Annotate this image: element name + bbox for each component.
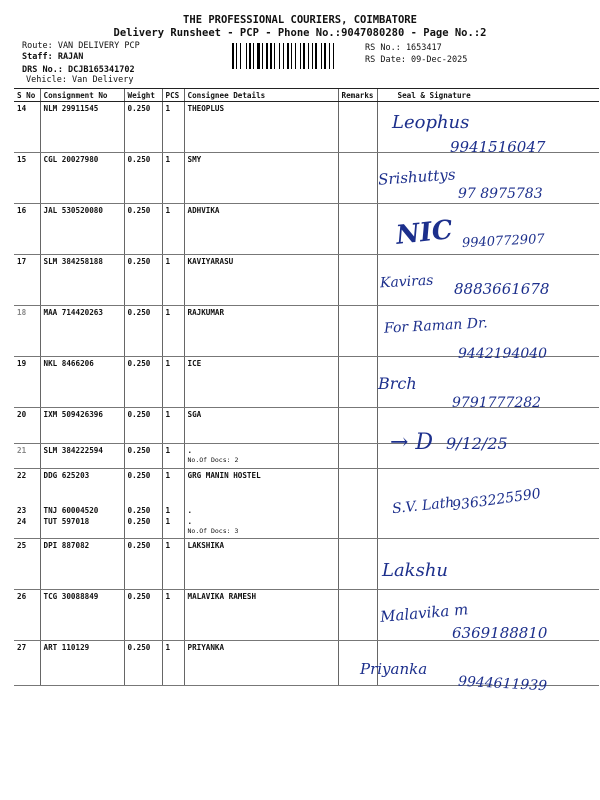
row-sno: 15	[14, 153, 40, 204]
row-consignment: TNJ 60004520	[40, 506, 124, 517]
row-remarks	[338, 255, 377, 306]
barcode-bar	[283, 43, 284, 69]
row-weight: 0.250	[124, 506, 162, 517]
table-row	[14, 517, 599, 539]
row-sno: 24	[14, 517, 40, 539]
barcode-bar	[270, 43, 272, 69]
row-consignment: SLM 384258188	[40, 255, 124, 306]
row-consignee: GRG MANIN HOSTEL	[184, 469, 338, 506]
row-sno: 21	[14, 444, 40, 469]
staff-label: Staff: RAJAN	[22, 52, 84, 62]
row-remarks	[338, 469, 377, 506]
row-signature-cell	[377, 517, 599, 539]
row-consignment: TCG 30088849	[40, 590, 124, 641]
barcode-bar	[303, 43, 305, 69]
signature-phone: 6369188810	[452, 624, 548, 642]
row-weight: 0.250	[124, 590, 162, 641]
barcode-bar	[262, 43, 263, 69]
signature-name: Malavika m	[379, 600, 469, 626]
row-pcs: 1	[162, 539, 184, 590]
row-pcs: 1	[162, 102, 184, 153]
row-consignment: JAL 530520080	[40, 204, 124, 255]
row-sno: 27	[14, 641, 40, 686]
barcode-bar	[291, 43, 292, 69]
signature-name: NIC	[394, 215, 455, 251]
signature-phone: 9442194040	[458, 346, 548, 362]
row-pcs: 1	[162, 506, 184, 517]
table-row	[14, 444, 599, 469]
row-consignee: SMY	[184, 153, 338, 204]
row-consignment: ART 110129	[40, 641, 124, 686]
col-signature: Seal & Signature	[377, 89, 599, 102]
row-remarks	[338, 590, 377, 641]
row-consignee: SGA	[184, 408, 338, 444]
barcode-bar	[300, 43, 301, 69]
row-pcs: 1	[162, 444, 184, 469]
row-consignment: DPI 887082	[40, 539, 124, 590]
signature-date: 9/12/25	[446, 434, 508, 453]
row-consignee: LAKSHIKA	[184, 539, 338, 590]
signature-name: Kaviras	[379, 272, 434, 292]
row-remarks	[338, 506, 377, 517]
row-consignment: CGL 20027980	[40, 153, 124, 204]
row-sno: 19	[14, 357, 40, 408]
barcode-bar	[257, 43, 260, 69]
signature-name: For Raman Dr.	[383, 315, 489, 337]
row-consignment: NKL 8466206	[40, 357, 124, 408]
barcode-bar	[287, 43, 289, 69]
signature-phone: 9944611939	[457, 673, 548, 695]
row-remarks	[338, 408, 377, 444]
barcode-bar	[232, 43, 234, 69]
row-weight: 0.250	[124, 641, 162, 686]
row-pcs: 1	[162, 408, 184, 444]
table-row	[14, 506, 599, 517]
vehicle-label: Vehicle: Van Delivery	[26, 75, 134, 85]
docs-count: No.Of Docs: 2	[187, 456, 239, 464]
row-remarks	[338, 306, 377, 357]
barcode-bar	[266, 43, 268, 69]
col-sno: S No	[14, 89, 40, 102]
signature-phone: 9941516047	[450, 138, 546, 156]
row-consignment: IXM 509426396	[40, 408, 124, 444]
drs-number: DRS No.: DCJB165341702	[22, 65, 135, 75]
row-remarks	[338, 153, 377, 204]
barcode	[232, 43, 360, 69]
row-weight: 0.250	[124, 408, 162, 444]
row-remarks	[338, 444, 377, 469]
runsheet-title: Delivery Runsheet - PCP - Phone No.:9047080280 - Page No.:2	[113, 27, 487, 39]
barcode-bar	[240, 43, 241, 69]
row-consignee: KAVIYARASU	[184, 255, 338, 306]
table-row	[14, 539, 599, 590]
row-sno: 25	[14, 539, 40, 590]
row-weight: 0.250	[124, 444, 162, 469]
row-weight: 0.250	[124, 255, 162, 306]
row-weight: 0.250	[124, 469, 162, 506]
route-label: Route: VAN DELIVERY PCP	[22, 41, 140, 51]
col-consignee: Consignee Details	[184, 89, 338, 102]
row-consignee: ADHVIKA	[184, 204, 338, 255]
barcode-bar	[324, 43, 326, 69]
table-header-row	[14, 89, 599, 102]
signature-name: S.V. Lath	[391, 494, 456, 518]
row-consignment: TUT 597018	[40, 517, 124, 539]
row-weight: 0.250	[124, 357, 162, 408]
row-remarks	[338, 102, 377, 153]
barcode-bar	[308, 43, 309, 69]
row-sno: 22	[17, 471, 27, 480]
row-pcs: 1	[162, 153, 184, 204]
signature-name: Leophus	[392, 112, 470, 133]
barcode-bar	[315, 43, 317, 69]
row-sno: 14	[14, 102, 40, 153]
signature-name: Srishuttys	[377, 165, 457, 189]
row-consignee	[184, 444, 338, 469]
company-title: THE PROFESSIONAL COURIERS, COIMBATORE	[183, 14, 417, 26]
col-remarks: Remarks	[338, 89, 377, 102]
barcode-bar	[246, 43, 247, 69]
row-remarks	[338, 204, 377, 255]
row-pcs: 1	[162, 641, 184, 686]
row-sno: 17	[14, 255, 40, 306]
row-pcs: 1	[162, 255, 184, 306]
row-weight: 0.250	[124, 153, 162, 204]
row-consignment: SLM 384222594	[40, 444, 124, 469]
row-consignment: MAA 714420263	[40, 306, 124, 357]
barcode-bar	[249, 43, 251, 69]
barcode-bar	[279, 43, 280, 69]
barcode-bar	[253, 43, 254, 69]
rs-number: RS No.: 1653417	[365, 43, 442, 53]
row-sno: 18	[14, 306, 40, 357]
row-remarks	[338, 357, 377, 408]
barcode-bar	[333, 43, 334, 69]
signature-phone: 9940772907	[461, 231, 546, 252]
row-consignee: .	[184, 506, 338, 517]
consignee-text: .	[187, 446, 193, 455]
row-remarks	[338, 539, 377, 590]
barcode-bar	[295, 43, 296, 69]
barcode-bar	[274, 43, 275, 69]
signature-phone: 97 8975783	[458, 186, 543, 202]
row-consignee: PRIYANKA	[184, 641, 338, 686]
row-consignment: NLM 29911545	[40, 102, 124, 153]
row-pcs: 1	[162, 204, 184, 255]
signature-name: Lakshu	[382, 560, 449, 581]
row-consignee: THEOPLUS	[184, 102, 338, 153]
row-weight: 0.250	[124, 539, 162, 590]
signature-name: Brch	[378, 374, 417, 393]
runsheet-table	[14, 88, 599, 686]
row-consignment: DDG 625203	[40, 469, 124, 506]
row-sno: 23	[17, 505, 27, 515]
row-pcs: 1	[162, 469, 184, 506]
row-weight: 0.250	[124, 204, 162, 255]
row-sno: 20	[14, 408, 40, 444]
row-consignee: MALAVIKA RAMESH	[184, 590, 338, 641]
col-consignment: Consignment No	[40, 89, 124, 102]
docs-count: No.Of Docs: 3	[187, 526, 239, 535]
signature-name: Priyanka	[360, 660, 428, 678]
rs-date: RS Date: 09-Dec-2025	[365, 55, 468, 65]
signature-phone: 9791777282	[452, 395, 542, 411]
signature-mark: → D	[390, 430, 434, 455]
col-pcs: PCS	[162, 89, 184, 102]
consignee-text: .	[187, 516, 193, 526]
row-consignee: ICE	[184, 357, 338, 408]
row-sno: 16	[14, 204, 40, 255]
row-weight: 0.250	[124, 306, 162, 357]
table-row	[14, 408, 599, 444]
row-pcs: 1	[162, 357, 184, 408]
row-pcs: 1	[162, 517, 184, 539]
barcode-bar	[329, 43, 330, 69]
row-pcs: 1	[162, 306, 184, 357]
row-weight: 0.250	[124, 517, 162, 539]
signature-phone: 9363225590	[451, 485, 542, 515]
col-weight: Weight	[124, 89, 162, 102]
barcode-bar	[236, 43, 237, 69]
barcode-bar	[312, 43, 313, 69]
row-weight: 0.250	[124, 102, 162, 153]
row-consignee: RAJKUMAR	[184, 306, 338, 357]
row-remarks	[338, 517, 377, 539]
signature-phone: 8883661678	[454, 280, 550, 298]
row-consignee	[184, 517, 338, 539]
barcode-bar	[321, 43, 322, 69]
row-pcs: 1	[162, 590, 184, 641]
row-sno: 26	[14, 590, 40, 641]
